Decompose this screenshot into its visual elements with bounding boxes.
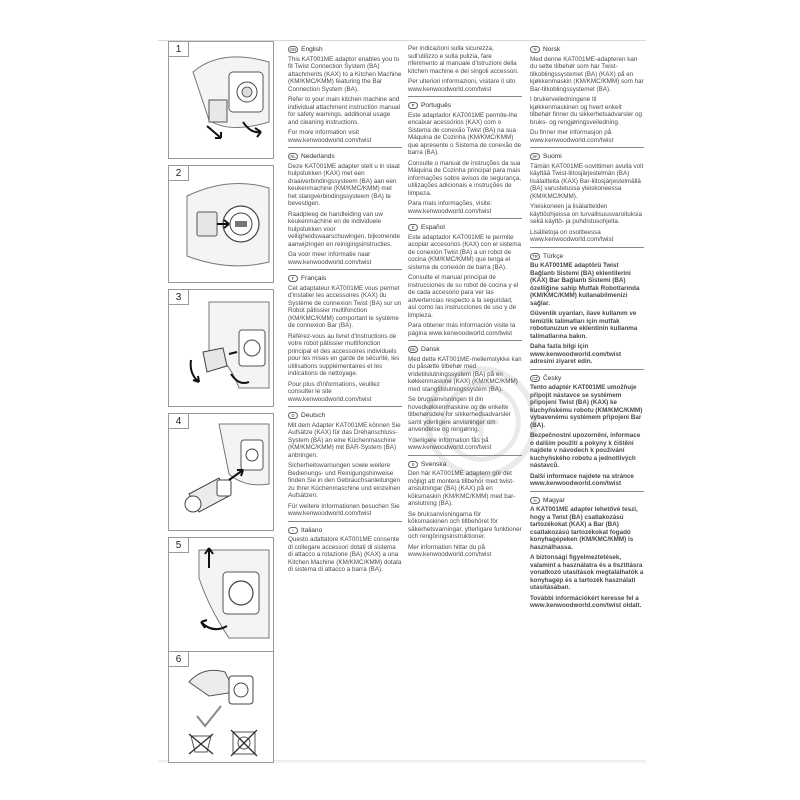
step-1-panel [168,41,274,159]
paragraph: Yleiskoneen ja lisälaitteiden käyttöohjeissa on turvallisuusvaroituksia sekä käyttö- ja puhdistusohjeita. [530,203,643,225]
step-5-illustration [169,538,273,654]
language-code-badge: F [288,275,298,282]
paragraph: Este adaptador KAT001ME le permite acoplar accesorios (KAX) con el sistema de conexión Twist (BA) a un robot de cocina (KM/KMC/KMM) que tenga el sistema de conexión de barra (BA). [408,233,522,271]
language-name: Svenska [421,460,447,468]
paragraph: A biztonsági figyelmeztetések, valamint a használatra és a tisztításra vonatkozó utasítások megtalálhatók a konyhagép és a tartozék használati utasításában. [530,554,644,591]
language-name: Nederlands [301,153,335,160]
language-heading [288,275,402,283]
instruction-sheet [158,40,646,762]
section-divider [408,340,522,341]
language-name: Türkçe [543,252,564,260]
paragraph: Per ulteriori informazioni, visitare il sito www.kenwoodworld.com/twist [408,78,516,93]
step-2-panel [168,165,274,283]
language-code-badge: H [530,497,540,504]
language-name: Deutsch [301,412,326,419]
language-name: Česky [543,374,562,382]
language-heading [288,46,402,54]
step-4-panel [168,413,274,531]
text-column-2 [408,45,522,562]
paragraph: Per indicazioni sulla sicurezza, sull'utilizzo e sulla pulizia, fare riferimento al manuale d'istruzioni della kitchen machine e dei singoli accessori. [408,45,519,75]
paragraph: Deze KAT001ME adapter stelt u in staat hulpstukken (KAX) met een draaiverbindingssysteem (BA) aan een keukenmachine (KM/KMC/KMM) met het stangverbindingssysteem (BA) te bevestigen. [288,162,400,207]
paragraph: Para mais informações, visite: www.kenwoodworld.com/twist [408,200,492,215]
paragraph: Refer to your main kitchen machine and individual attachment instruction manual for safety warnings, additional usage and cleaning instructions. [288,96,401,126]
paragraph: Bezpečnostní upozornění, informace o dalším použití a pokyny k čištění najdete v návodech k používání kuchyňského robotu a jednotlivých nástavců. [530,432,641,469]
step-number: 5 [169,538,189,553]
paragraph: Pour plus d'informations, veuillez consulter le site www.kenwoodworld.com/twist [288,380,380,403]
paragraph: For more information visit www.kenwoodworld.com/twist [288,129,372,144]
paragraph: A KAT001ME adapter lehetővé teszi, hogy a Twist (BA) csatlakozású tartozékokat (KAX) a Bar (BA) csatlakozású tartozékokat fogadó konyhagépeken (KM/KMC/KMM) is használhassa. [530,506,638,551]
language-name: Norsk [543,46,561,53]
paragraph: Med denne KAT001ME-adapteren kan du sette tilbehør som har Twist-tilkoblingssystemet (BA) (KAX) på en kjøkkenmaskin (KM/KMC/KMM) som har Bar-tilkoblingssystemet (BA). [530,55,644,93]
language-code-badge: DK [408,346,418,353]
language-heading [530,497,644,505]
step-number: 3 [169,290,189,305]
language-code-badge: D [288,412,298,419]
language-heading [530,375,644,383]
paragraph: Daha fazla bilgi için www.kenwoodworld.com/twist adresini ziyaret edin. [530,343,622,365]
paragraph: Für weitere Informationen besuchen Sie www.kenwoodworld.com/twist [288,502,400,517]
language-code-badge: P [408,102,418,109]
paragraph: Consulte el manual principal de instrucciones de su robot de cocina y el de cada accesorio para ver las advertencias respecto a la seguridad, así como las instrucciones de uso y de limpieza. [408,274,519,319]
language-heading [530,253,644,261]
text-column-1 [288,45,402,577]
language-heading [408,224,522,232]
paragraph: Tämän KAT001ME-sovittimen avulla voit käyttää Twist-liitosjärjestelmän (BA) lisälaitteita (KAX) Bar-liitosjärjestelmällä (BA) varustetussa yleiskoneessa (KM/KMC/KMM). [530,162,644,200]
section-divider [530,491,644,492]
paragraph: Este adaptador KAT001ME permite-lhe encaixar acessórios (KAX) com o Sistema de conexão Twist (BA) na sua Máquina de Cozinha (KM/KMC/KMM) que apresente o Sistema de conexão de barra (BA). [408,111,522,156]
section-divider [288,269,402,270]
paragraph: Consulte o manual de instruções da sua Máquina de Cozinha principal para mais informações sobre avisos de segurança, utilizações adicionais e instruções de limpeza. [408,159,522,197]
paragraph: Para obtener más información visite la página www.kenwoodworld.com/twist [408,322,516,337]
language-code-badge: TR [530,253,540,260]
paragraph: This KAT001ME adaptor enables you to fit Twist Connection System (BA) attachments (KAX) to a Kitchen Machine (KM/KMC/KMM) featuring the Bar Connection System (BA). [288,55,402,93]
text-column-3 [530,45,644,613]
step-illustrations [158,41,276,763]
step-6-illustration [169,652,273,762]
language-code-badge: CZ [530,375,540,382]
step-3-illustration [169,290,273,406]
section-divider [408,455,522,456]
paragraph: Du finner mer informasjon på www.kenwoodworld.com/twist [530,129,614,144]
paragraph: Mer information hittar du på www.kenwoodworld.com/twist [408,543,492,558]
section-divider [408,218,522,219]
section-divider [288,147,402,148]
paragraph: Lisätietoja on osoitteessa www.kenwoodworld.com/twist [530,228,614,243]
paragraph: Güvenlik uyarıları, ilave kullanım ve temizlik talimatları için mutfak robotunuzun ve eklentinin kullanma talimatlarına bakın. [530,310,638,340]
paragraph: I brukerveiledningene til kjøkkenmaskinen og hvert enkelt tilbehør finner du sikkerhetsadvarsler og bruks- og rengjøringsveiledning. [530,96,642,126]
language-code-badge: S [408,461,418,468]
step-number: 1 [169,42,189,57]
section-divider [530,369,644,370]
language-name: Magyar [543,496,565,504]
language-name: Español [421,224,445,231]
language-heading [288,527,402,535]
section-divider [530,247,644,248]
paragraph: Sicherheitswarnungen sowie weitere Bedienungs- und Reinigungshinweise finden Sie in den Gebrauchsanleitungen zu Ihrer Küchenmaschine und einzelnen Aufsätzen. [288,462,401,499]
paragraph: Se bruksanvisningarna för köksmaskinen och tillbehöret för säkerhetsvarningar, ytterligare funktioner och rengöringsinstruktioner. [408,510,522,540]
paragraph: Questo adattatore KAT001ME consente di collegare accessori dotati di sistema di attacco a rotazione (BA) (KAX) a una Kitchen Machine (KM/KMC/KMM) dotata di sistema di attacco a barra (BA). [288,536,402,573]
language-code-badge: N [530,46,540,53]
language-code-badge: E [408,224,418,231]
paragraph: Mit dem Adapter KAT001ME können Sie Aufsätze (KAX) für das Drehanschluss-System (BA) an eine Küchenmaschine (KM/KMC/KMM) mit BAR-System (BA) anbringen. [288,421,401,459]
step-number: 4 [169,414,189,429]
paragraph: További információkért keresse fel a www.kenwoodworld.com/twist oldalt. [530,594,642,609]
step-1-illustration [169,42,273,158]
section-divider [530,147,644,148]
language-name: Français [301,275,327,282]
section-divider [288,521,402,522]
step-4-illustration [169,414,273,530]
language-code-badge: I [288,527,298,534]
paragraph: Référez-vous au livret d'instructions de votre robot pâtissier multifonction principal et des accessoires individuels pour les mises en garde de sécurité, les utilisations supplémentaires et les indications de nettoyage. [288,332,400,377]
language-name: English [301,46,323,53]
paragraph: Tento adaptér KAT001ME umožňuje připojit nástavce se systémem připojení Twist (BA) (KAX) ke kuchyňskému robotu (KM/KMC/KMM) vybavenému systémem připojení Bar (BA). [530,384,643,429]
step-3-panel [168,289,274,407]
paragraph: Den här KAT001ME adaptern gör det möjligt att montera tillbehör med twist-anslutningar (BA) (KAX) på en köksmaskin (KM/KMC/KMM) med bar-anslutning (BA). [408,470,516,507]
paragraph: Med dette KAT001ME-mellemstykke kan du påsætte tilbehør med vridetilslutningssystem (BA) på en køkkenmaskine (KAX) (KM/KMC/KMM) med stangtilslutningssystem (BA). [408,355,522,393]
paragraph: Bu KAT001ME adaptörü Twist Bağlantı Sistemi (BA) eklentilerini (KAX) Bar Bağlantı Sistemi (BA) özelliğine sahip Mutfak Robotlarında (KM/KMC/KMM) kullanabilmenizi sağlar. [530,262,640,307]
language-heading [408,102,522,110]
paragraph: Raadpleeg de handleiding van uw keukenmachine en de individuele hulpstukken voor veiligheidswaarschuwingen, bijkomende aanwijzingen en reinigingsinstructies. [288,210,401,248]
paragraph: Další informace najdete na stránce www.kenwoodworld.com/twist [530,472,634,487]
language-heading [530,46,644,54]
language-name: Suomi [543,153,562,160]
section-divider [408,96,522,97]
paragraph: Ga voor meer informatie naar www.kenwoodworld.com/twist [288,251,372,266]
language-name: Dansk [421,346,440,353]
language-heading [288,412,402,420]
language-heading [408,461,522,469]
step-2-illustration [169,166,273,282]
language-name: Português [421,102,452,109]
language-heading [408,346,522,354]
language-heading [288,153,402,161]
language-code-badge: NL [288,153,298,160]
section-divider [288,406,402,407]
paragraph: Se brugsanvisningen til din hovedkøkkenmaskine og de enkelte tilbehørsdele for sikkerhedsadvarsler samt yderligere anvisninger om anvendelse og rengøring. [408,396,511,433]
check-icon [197,706,221,726]
step-6-panel [168,651,274,763]
language-heading [530,153,644,161]
step-5-panel [168,537,274,655]
language-code-badge: GB [290,47,297,53]
language-name: Italiano [301,526,323,534]
language-code-badge: SF [530,153,540,160]
paragraph: Yderligere information fås på www.kenwoodworld.com/twist [408,436,492,451]
paragraph: Cet adaptateur KAT001ME vous permet d'installer les accessoires (KAX) du Système de connexion Twist (BA) sur un Robot pâtissier multifonction (KM/KMC/KMM) comportant le système de connexion Bar (BA). [288,284,402,329]
step-number: 6 [169,652,189,667]
step-number: 2 [169,166,189,181]
